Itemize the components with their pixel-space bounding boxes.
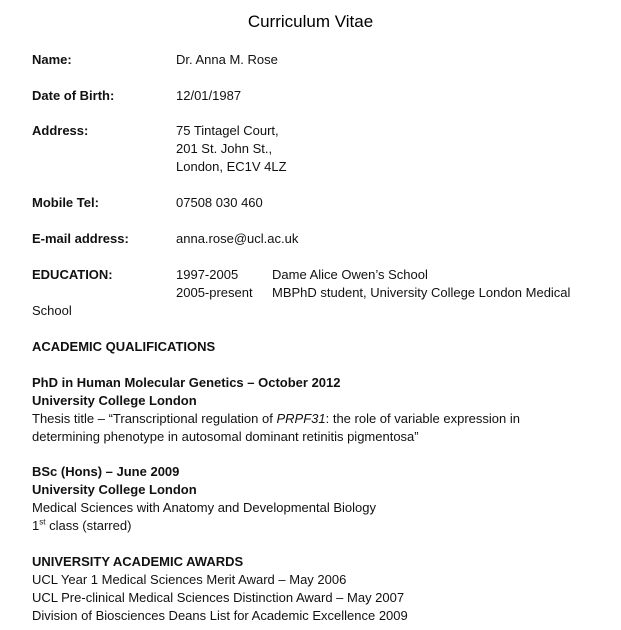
award-item-3: Division of Biosciences Deans List for Academic Excellence 2009 <box>32 608 408 623</box>
education-school-1: Dame Alice Owen’s School <box>272 267 428 282</box>
award-item-1: UCL Year 1 Medical Sciences Merit Award – May 2006 <box>32 572 347 587</box>
bsc-class-number: 1 <box>32 518 40 533</box>
education-school-2-wrap: School <box>32 303 72 318</box>
document-title: Curriculum Vitae <box>247 12 374 31</box>
dob-value: 12/01/1987 <box>176 88 242 103</box>
mobile-value: 07508 030 460 <box>176 195 263 210</box>
bsc-class-ordinal: st <box>39 517 46 527</box>
address-line-3: London, EC1V 4LZ <box>176 159 287 174</box>
awards-heading: UNIVERSITY ACADEMIC AWARDS <box>32 554 244 569</box>
phd-thesis-line-2: determining phenotype in autosomal dominant retinitis pigmentosa” <box>32 429 419 444</box>
academic-qualifications-heading: ACADEMIC QUALIFICATIONS <box>32 339 216 354</box>
email-value: anna.rose@ucl.ac.uk <box>176 231 299 246</box>
name-value: Dr. Anna M. Rose <box>176 52 278 67</box>
bsc-class-rest: class (starred) <box>45 518 132 533</box>
phd-thesis-line-1 <box>32 410 520 428</box>
award-item-2: UCL Pre-clinical Medical Sciences Distinction Award – May 2007 <box>32 590 405 605</box>
education-years-1: 1997-2005 <box>176 267 239 282</box>
email-label: E-mail address: <box>32 231 129 246</box>
education-label: EDUCATION: <box>32 267 113 282</box>
bsc-subject: Medical Sciences with Anatomy and Developmental Biology <box>32 500 376 515</box>
bsc-title: BSc (Hons) – June 2009 <box>32 464 180 479</box>
thesis-prefix: Thesis title – “Transcriptional regulation of <box>32 411 277 426</box>
thesis-gene: PRPF31 <box>276 411 326 426</box>
phd-title: PhD in Human Molecular Genetics – October 2012 <box>32 375 341 390</box>
thesis-suffix: : the role of variable expression in <box>325 411 520 426</box>
name-label: Name: <box>32 52 72 67</box>
education-school-2: MBPhD student, University College London Medical <box>272 285 571 300</box>
bsc-class <box>32 517 131 535</box>
address-line-1: 75 Tintagel Court, <box>176 123 279 138</box>
mobile-label: Mobile Tel: <box>32 195 99 210</box>
address-line-2: 201 St. John St., <box>176 141 273 156</box>
address-label: Address: <box>32 123 89 138</box>
bsc-institution: University College London <box>32 482 197 497</box>
education-years-2: 2005-present <box>176 285 253 300</box>
phd-institution: University College London <box>32 393 197 408</box>
dob-label: Date of Birth: <box>32 88 115 103</box>
